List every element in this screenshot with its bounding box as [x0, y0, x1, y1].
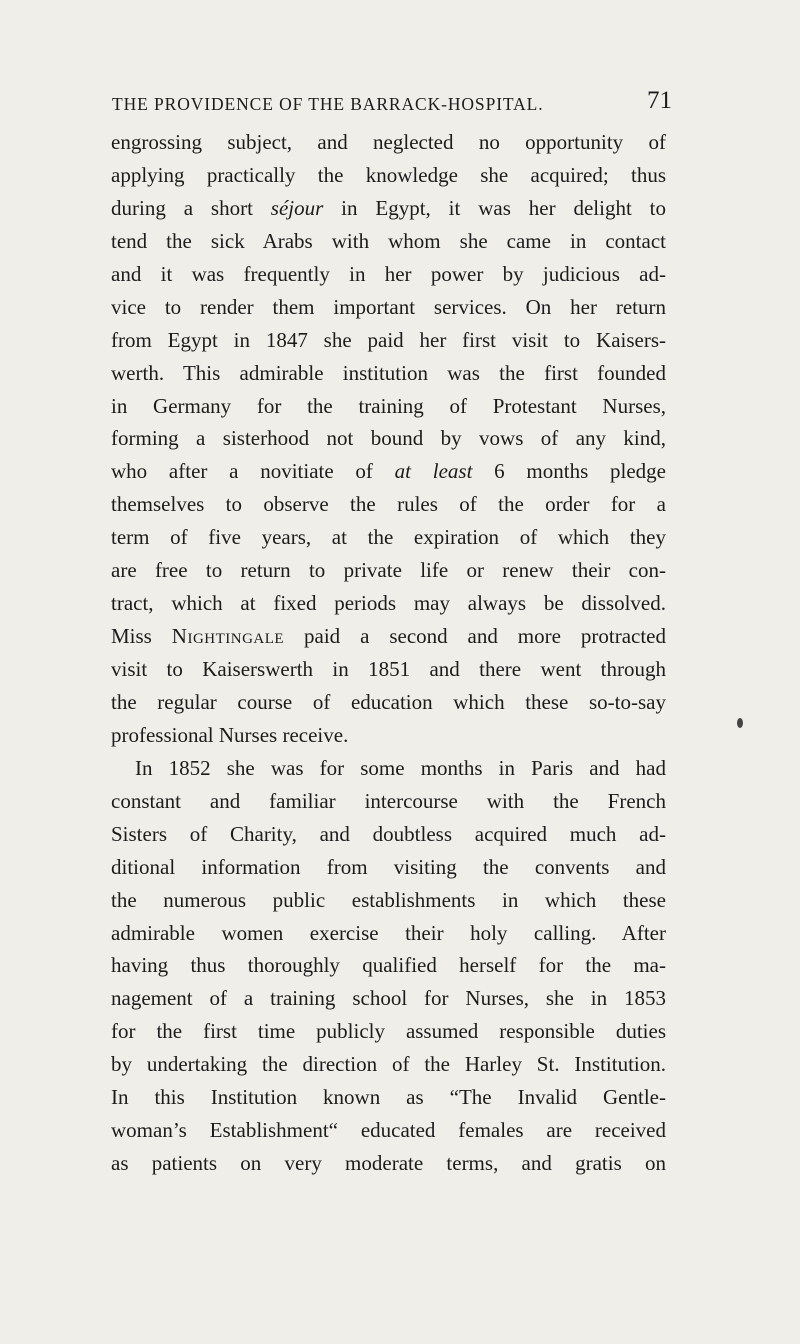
- text-line: tract, which at fixed periods may always be dissolved.: [111, 591, 666, 616]
- text-line: professional Nurses receive.: [111, 722, 349, 747]
- small-caps-name: Nightingale: [171, 624, 285, 649]
- text-line: forming a sisterhood not bound by vows of any kind,: [111, 426, 666, 451]
- ink-speck-icon: [737, 718, 743, 728]
- text-line: during a short séjour in Egypt, it was her delight to: [111, 195, 667, 220]
- text-line: admirable women exercise their holy calling. After: [111, 920, 666, 945]
- text-line: visit to Kaiserswerth in 1851 and there went through: [111, 657, 666, 681]
- text-line: In 1852 she was for some months in Paris and had: [135, 755, 666, 780]
- text-line: in Germany for the training of Protestant Nurses,: [111, 393, 666, 418]
- text-line: by undertaking the direction of the Harley St. Institution.: [111, 1052, 666, 1077]
- text-line: the numerous public establishments in which these: [111, 887, 666, 912]
- running-title: THE PROVIDENCE OF THE BARRACK-HOSPITAL.: [112, 94, 544, 114]
- text-line: In this Institution known as “The Invalid Gentle-: [111, 1085, 666, 1110]
- italic-text: séjour: [270, 195, 324, 220]
- text-line: nagement of a training school for Nurses, she in 1853: [111, 986, 666, 1011]
- running-head: [112, 88, 672, 118]
- page-number: 71: [647, 87, 672, 114]
- text-line: tend the sick Arabs with whom she came in contact: [111, 228, 666, 253]
- text-line: from Egypt in 1847 she paid her first visit to Kaisers-: [111, 327, 666, 352]
- text-line: werth. This admirable institution was the first founded: [111, 360, 666, 385]
- text-line: and it was frequently in her power by judicious ad-: [111, 261, 666, 286]
- text-line: who after a novitiate of at least 6 months pledge: [111, 459, 666, 484]
- text-line: for the first time publicly assumed responsible duties: [111, 1019, 666, 1044]
- text-line: constant and familiar intercourse with the French: [111, 788, 666, 813]
- body-text: [111, 126, 666, 1180]
- text-line: having thus thoroughly qualified herself for the ma-: [111, 953, 666, 978]
- text-line: as patients on very moderate terms, and gratis on: [111, 1151, 666, 1176]
- text-line: themselves to observe the rules of the order for a: [111, 492, 666, 517]
- text-line: are free to return to private life or renew their con-: [111, 558, 666, 583]
- text-line: vice to render them important services. On her return: [111, 294, 666, 319]
- italic-text: at least: [394, 459, 473, 484]
- text-line: applying practically the knowledge she acquired; thus: [111, 162, 666, 187]
- text-line: term of five years, at the expiration of which they: [111, 525, 666, 550]
- text-line: Sisters of Charity, and doubtless acquired much ad-: [111, 821, 666, 846]
- text-line: Miss Nightingale paid a second and more protracted: [111, 624, 666, 649]
- text-line: ditional information from visiting the convents and: [111, 854, 666, 879]
- text-line: engrossing subject, and neglected no opportunity of: [111, 130, 666, 154]
- text-line: woman’s Establishment“ educated females are received: [111, 1118, 666, 1143]
- text-line: the regular course of education which these so-to-say: [111, 689, 666, 714]
